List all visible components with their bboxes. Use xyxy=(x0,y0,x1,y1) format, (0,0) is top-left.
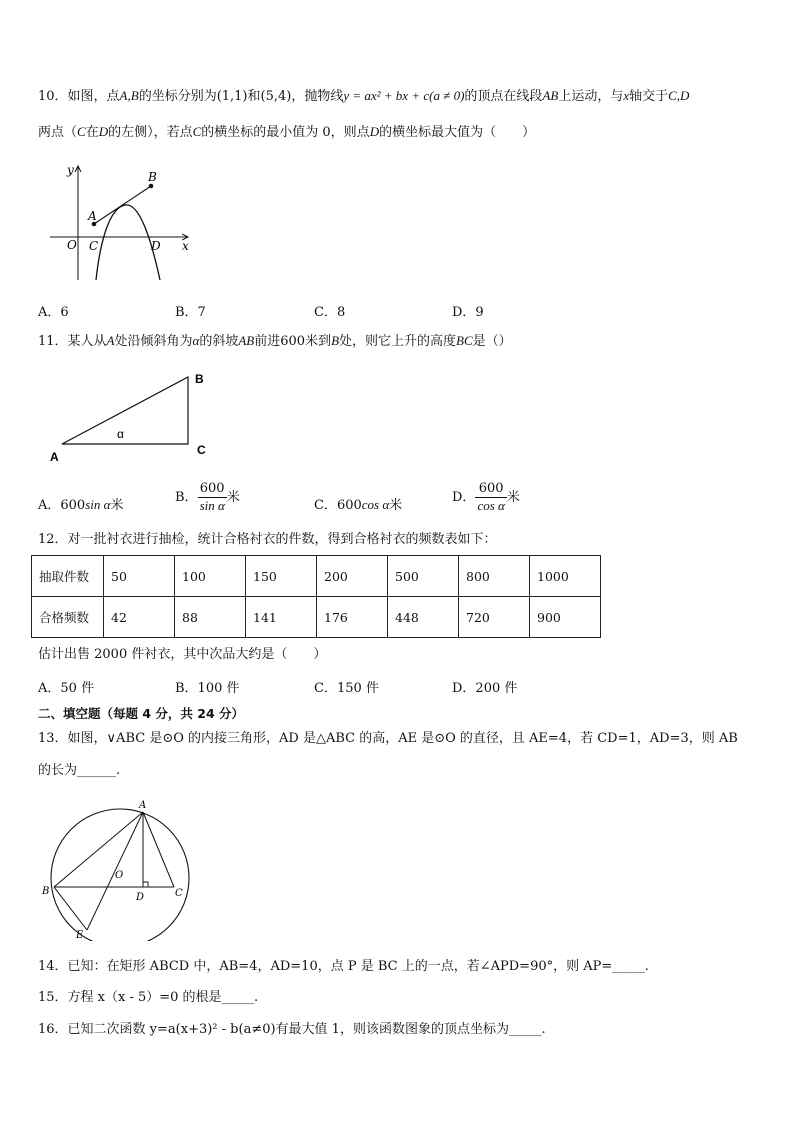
point-b xyxy=(149,184,154,189)
q13-circle-figure xyxy=(36,796,196,941)
frac-num: 600 xyxy=(198,481,227,498)
opt-prefix: B． xyxy=(175,490,198,505)
q10-text: 的横坐标的最小值为 0，则点 xyxy=(201,125,370,140)
q10-text: 轴交于 xyxy=(629,89,669,104)
q10-option-a: A．6 xyxy=(38,305,69,320)
q14-text: 14．已知：在矩形 ABCD 中，AB=4，AD=10，点 P 是 BC 上的一点，若∠APD=90°，则 AP=_____. xyxy=(38,959,649,974)
q11-seg: BC xyxy=(456,333,473,348)
q11-seg: A xyxy=(106,333,115,348)
q11-seg: 的斜坡 xyxy=(199,334,239,349)
q10-segment: AB xyxy=(542,88,559,103)
table-cell: 176 xyxy=(317,597,388,638)
q11-seg: B xyxy=(331,333,340,348)
q10-text: 的坐标分别为(1,1)和(5,4)，抛物线 xyxy=(138,89,344,104)
label-d: D xyxy=(136,892,145,903)
segment-ab xyxy=(94,186,151,224)
q11-seg: 是（） xyxy=(472,334,512,349)
q10-text: 上运动，与 xyxy=(558,89,624,104)
q11-seg: 处，则它上升的高度 xyxy=(339,334,457,349)
q11-seg: 11．某人从 xyxy=(38,334,107,349)
label-e: E xyxy=(76,930,84,941)
opt-suffix: 米 xyxy=(226,490,240,505)
opt-prefix: A．600 xyxy=(38,498,86,513)
q13-line1: 13．如图，∨ABC 是⊙O 的内接三角形，AD 是△ABC 的高，AE 是⊙O 的直径，且 AE=4，若 CD=1，AD=3，则 AB xyxy=(38,731,738,746)
q10-parabola-figure xyxy=(45,158,195,284)
frac-den: sin α xyxy=(199,498,225,513)
q10-var: D xyxy=(369,124,380,139)
q10-var: C xyxy=(77,124,86,139)
q10-text: 10．如图，点 xyxy=(38,89,120,104)
q12-followup: 估计出售 2000 件衬衣，其中次品大约是（ ） xyxy=(38,647,327,662)
label-a: A xyxy=(50,450,59,464)
label-alpha: α xyxy=(117,427,124,441)
label-d: D xyxy=(151,239,161,253)
label-a: A xyxy=(88,209,97,223)
table-cell: 150 xyxy=(246,556,317,597)
q10-var: D xyxy=(98,124,109,139)
q10-text: 在 xyxy=(85,125,99,140)
opt-suffix: 米 xyxy=(506,490,520,505)
label-b: B xyxy=(42,886,50,897)
section-heading: 二、填空题（每题 4 分，共 24 分） xyxy=(38,706,245,721)
table-cell: 50 xyxy=(104,556,175,597)
q10-axis: x xyxy=(623,88,630,103)
table-cell: 100 xyxy=(175,556,246,597)
q11-seg: AB xyxy=(238,333,255,348)
q10-parabola: y = ax² + bx + c(a ≠ 0) xyxy=(343,88,465,103)
table-cell: 500 xyxy=(388,556,459,597)
q10-option-d: D．9 xyxy=(452,305,484,320)
table-cell: 200 xyxy=(317,556,388,597)
table-cell: 88 xyxy=(175,597,246,638)
q10-text: 的横坐标最大值为（ ） xyxy=(379,125,536,140)
q10-text: 的顶点在线段 xyxy=(464,89,543,104)
q12-option-b: B．100 件 xyxy=(175,681,240,696)
q11-text xyxy=(38,332,512,351)
table-header-cell: 抽取件数 xyxy=(32,556,104,597)
q12-option-c: C．150 件 xyxy=(314,681,379,696)
q10-points-cd: C,D xyxy=(668,88,690,103)
label-x: x xyxy=(182,239,189,253)
label-o: O xyxy=(67,238,77,252)
q11-option-d xyxy=(452,481,520,514)
q12-text: 12．对一批衬衣进行抽检，统计合格衬衣的件数，得到合格衬衣的频数表如下： xyxy=(38,532,497,547)
q10-line1 xyxy=(38,87,689,106)
opt-trig: sin α xyxy=(85,497,111,512)
label-b: B xyxy=(195,372,204,386)
table-row xyxy=(32,597,601,638)
label-c: C xyxy=(89,239,99,253)
q11-triangle-figure xyxy=(44,368,224,466)
table-cell: 900 xyxy=(530,597,601,638)
q10-text: 两点（ xyxy=(38,125,78,140)
triangle-abc xyxy=(62,377,188,444)
q10-line2 xyxy=(38,123,535,142)
q12-option-d: D．200 件 xyxy=(452,681,518,696)
q12-option-a: A．50 件 xyxy=(38,681,95,696)
q13-line2: 的长为______. xyxy=(38,763,121,778)
table-header-cell: 合格频数 xyxy=(32,597,104,638)
q10-text: 的左侧），若点 xyxy=(108,125,193,140)
opt-prefix: D． xyxy=(452,490,476,505)
table-cell: 42 xyxy=(104,597,175,638)
q10-option-b: B．7 xyxy=(175,305,206,320)
q10-var: C xyxy=(192,124,202,139)
opt-trig: cos α xyxy=(361,497,390,512)
label-b: B xyxy=(148,170,157,184)
table-cell: 1000 xyxy=(530,556,601,597)
q11-seg: 前进600米到 xyxy=(254,334,332,349)
q11-seg: 处沿倾斜角为 xyxy=(114,334,193,349)
table-cell: 448 xyxy=(388,597,459,638)
segment-ac xyxy=(143,812,174,887)
label-a: A xyxy=(139,800,147,811)
table-cell: 141 xyxy=(246,597,317,638)
q11-option-a xyxy=(38,494,123,513)
q11-option-c xyxy=(314,494,402,513)
q10-points: A,B xyxy=(119,88,139,103)
frac-num: 600 xyxy=(475,481,506,498)
right-angle-mark xyxy=(143,882,148,887)
opt-suffix: 米 xyxy=(389,498,403,513)
segment-ab xyxy=(54,812,143,887)
opt-suffix: 米 xyxy=(110,498,124,513)
frac-den: cos α xyxy=(477,498,505,513)
label-o: O xyxy=(115,870,124,881)
segment-be xyxy=(54,887,87,930)
table-row xyxy=(32,556,601,597)
opt-prefix: C．600 xyxy=(314,498,362,513)
table-cell: 800 xyxy=(459,556,530,597)
label-c: C xyxy=(197,443,206,457)
label-y: y xyxy=(67,163,74,177)
q11-seg: α xyxy=(192,333,200,348)
q11-option-b xyxy=(175,481,240,514)
q15-text: 15．方程 x（x - 5）=0 的根是_____. xyxy=(38,990,259,1005)
q10-option-c: C．8 xyxy=(314,305,346,320)
label-c: C xyxy=(175,888,183,899)
frequency-table xyxy=(31,555,601,638)
q16-text: 16．已知二次函数 y=a(x+3)² - b(a≠0)有最大值 1，则该函数图象的顶点坐标为_____. xyxy=(38,1022,546,1037)
table-cell: 720 xyxy=(459,597,530,638)
